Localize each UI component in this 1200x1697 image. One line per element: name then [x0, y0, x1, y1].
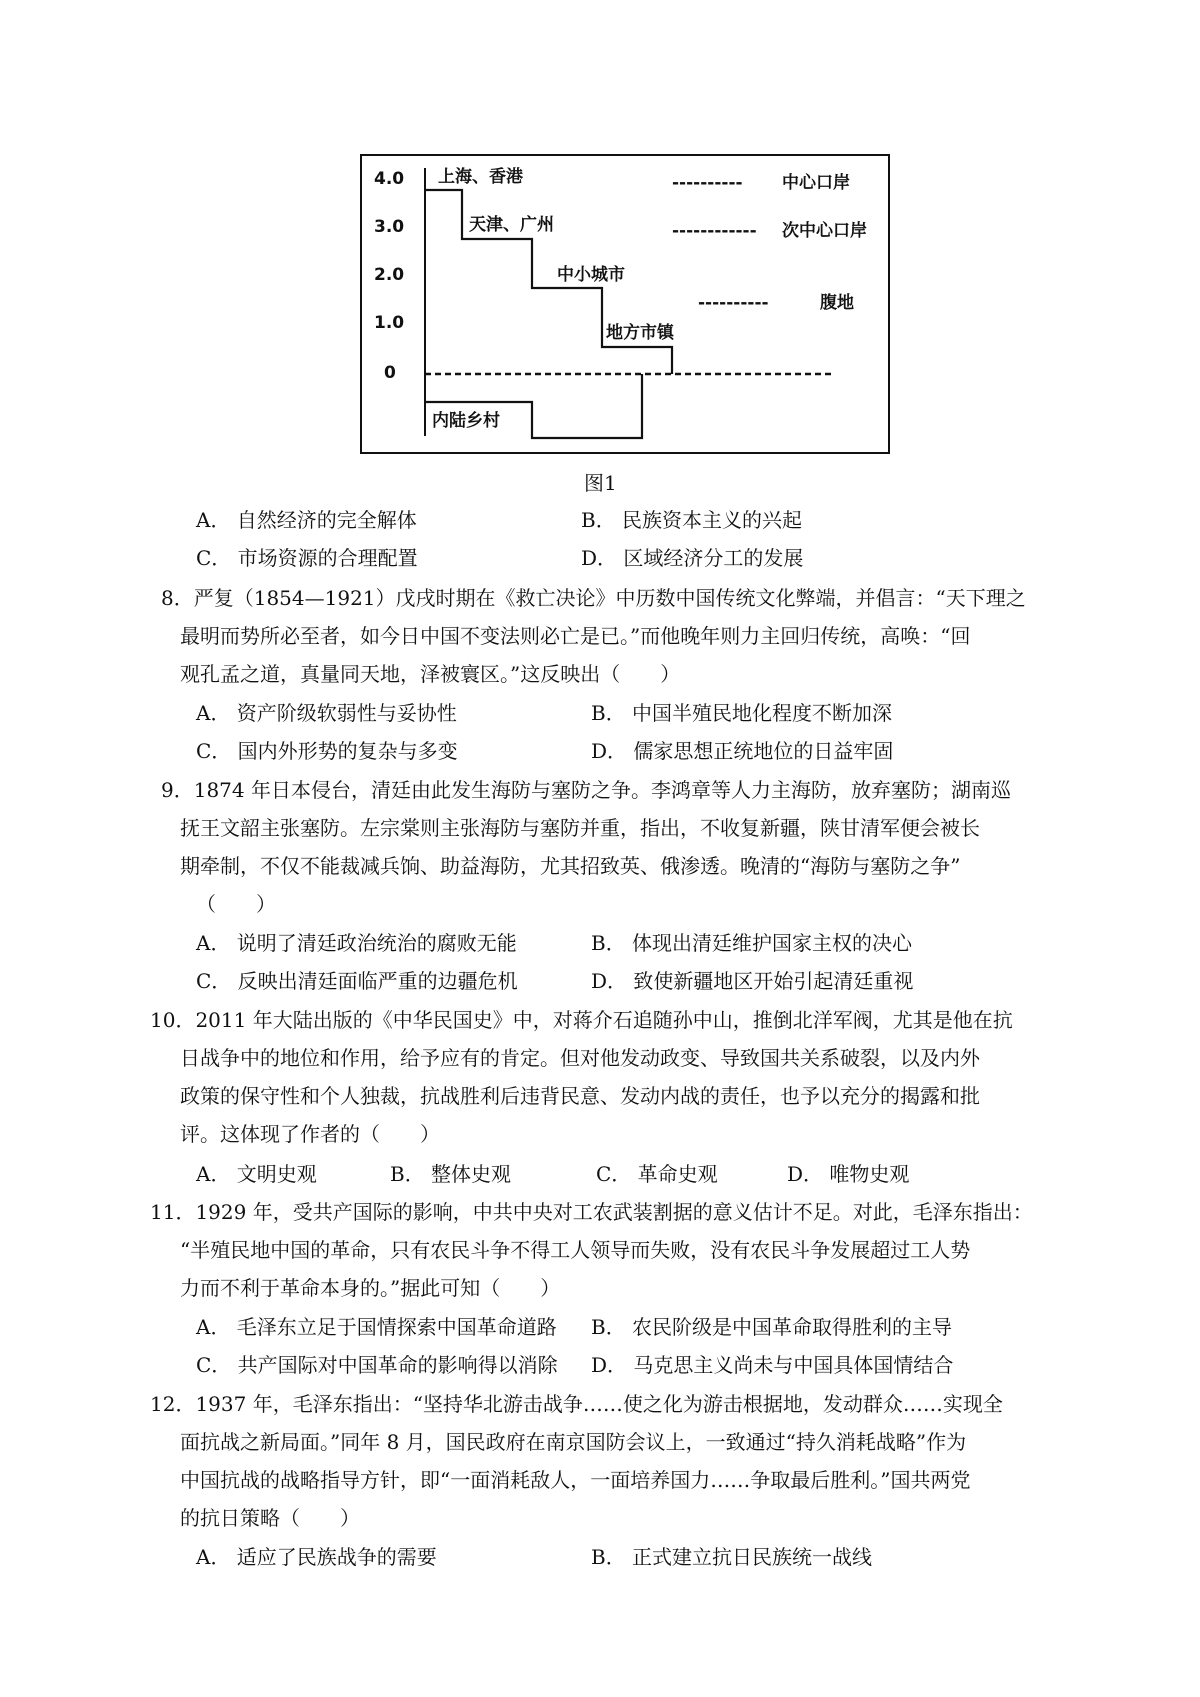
- q11-option-a: A． 毛泽东立足于国情探索中国革命道路: [196, 1315, 557, 1339]
- step-label: 天津、广州: [469, 215, 554, 235]
- q10-stem: 日战争中的地位和作用，给予应有的肯定。但对他发动政变、导致国共关系破裂，以及内外: [180, 1046, 980, 1070]
- q8-option-a: A． 资产阶级软弱性与妥协性: [196, 701, 457, 725]
- y-tick: 1.0: [374, 313, 405, 333]
- q9-option-c: C． 反映出清廷面临严重的边疆危机: [196, 969, 518, 993]
- y-tick: 2.0: [374, 265, 405, 285]
- q10-option-a: A． 文明史观: [196, 1162, 317, 1186]
- legend-label: 中心口岸: [782, 173, 850, 193]
- q10-stem: 评。这体现了作者的（ ）: [180, 1122, 440, 1146]
- q8-stem: 观孔孟之道，真量同天地，泽被寰区。”这反映出（ ）: [180, 662, 681, 686]
- q10-stem: 10．2011 年大陆出版的《中华民国史》中，对蒋介石追随孙中山，推倒北洋军阀，尤其是他在抗: [150, 1008, 1013, 1032]
- step-label: 内陆乡村: [432, 411, 500, 431]
- legend-label: 腹地: [820, 293, 854, 313]
- q11-option-b: B． 农民阶级是中国革命取得胜利的主导: [591, 1315, 953, 1339]
- step-label: 地方市镇: [606, 323, 674, 343]
- q9-stem: 9．1874 年日本侵台，清廷由此发生海防与塞防之争。李鸿章等人力主海防，放弃塞防；湖南巡: [161, 778, 1011, 802]
- q12-stem: 中国抗战的战略指导方针，即“一面消耗敌人，一面培养国力……争取最后胜利。”国共两党: [180, 1468, 971, 1492]
- q10-option-b: B． 整体史观: [390, 1162, 512, 1186]
- q12-stem: 的抗日策略（ ）: [180, 1506, 360, 1530]
- q11-stem: “半殖民地中国的革命，只有农民斗争不得工人领导而失败，没有农民斗争发展超过工人势: [180, 1238, 971, 1262]
- q7-option-d: D． 区域经济分工的发展: [581, 546, 804, 570]
- q12-option-a: A． 适应了民族战争的需要: [196, 1545, 437, 1569]
- q12-option-b: B． 正式建立抗日民族统一战线: [591, 1545, 873, 1569]
- q12-stem: 面抗战之新局面。”同年 8 月，国民政府在南京国防会议上，一致通过“持久消耗战略”作为: [180, 1430, 967, 1454]
- legend-line: ----------: [672, 173, 743, 193]
- q8-stem: 最明而势所必至者，如今日中国不变法则必亡是已。”而他晚年则力主回归传统，高唤：“回: [180, 624, 971, 648]
- legend-label: 次中心口岸: [782, 221, 867, 241]
- q9-stem: （ ）: [196, 892, 276, 916]
- q8-option-b: B． 中国半殖民地化程度不断加深: [591, 701, 893, 725]
- q9-option-d: D． 致使新疆地区开始引起清廷重视: [591, 969, 914, 993]
- y-tick: 3.0: [374, 217, 405, 237]
- figure-1: [360, 154, 890, 454]
- q9-option-b: B． 体现出清廷维护国家主权的决心: [591, 931, 913, 955]
- q11-stem: 力而不利于革命本身的。”据此可知（ ）: [180, 1276, 561, 1300]
- q11-option-c: C． 共产国际对中国革命的影响得以消除: [196, 1353, 558, 1377]
- legend-line: ------------: [672, 221, 757, 241]
- q11-stem: 11．1929 年，受共产国际的影响，中共中央对工农武装割据的意义估计不足。对此，毛泽东指出：: [150, 1200, 1033, 1224]
- q9-stem: 抚王文韶主张塞防。左宗棠则主张海防与塞防并重，指出，不收复新疆，陕甘清军便会被长: [180, 816, 980, 840]
- figure-caption: 图1: [584, 471, 617, 495]
- q10-option-d: D． 唯物史观: [787, 1162, 910, 1186]
- legend-line: ----------: [698, 293, 769, 313]
- q9-option-a: A． 说明了清廷政治统治的腐败无能: [196, 931, 517, 955]
- step-label: 中小城市: [557, 265, 625, 285]
- q7-option-b: B． 民族资本主义的兴起: [581, 508, 803, 532]
- q12-stem: 12．1937 年，毛泽东指出：“坚持华北游击战争……使之化为游击根据地，发动群众……实现全: [150, 1392, 1003, 1416]
- q11-option-d: D． 马克思主义尚未与中国具体国情结合: [591, 1353, 954, 1377]
- step-label: 上海、香港: [438, 167, 523, 187]
- step-diagram: [362, 156, 892, 456]
- q10-option-c: C． 革命史观: [596, 1162, 718, 1186]
- q7-option-c: C． 市场资源的合理配置: [196, 546, 418, 570]
- y-tick: 0: [384, 363, 396, 383]
- q10-stem: 政策的保守性和个人独裁，抗战胜利后违背民意、发动内战的责任，也予以充分的揭露和批: [180, 1084, 980, 1108]
- q8-stem: 8．严复（1854—1921）戊戌时期在《救亡决论》中历数中国传统文化弊端，并倡言：“天下理之: [161, 586, 1026, 610]
- q7-option-a: A． 自然经济的完全解体: [196, 508, 417, 532]
- q8-option-c: C． 国内外形势的复杂与多变: [196, 739, 458, 763]
- q9-stem: 期牵制，不仅不能裁减兵饷、助益海防，尤其招致英、俄渗透。晚清的“海防与塞防之争”: [180, 854, 961, 878]
- y-tick: 4.0: [374, 169, 405, 189]
- q8-option-d: D． 儒家思想正统地位的日益牢固: [591, 739, 894, 763]
